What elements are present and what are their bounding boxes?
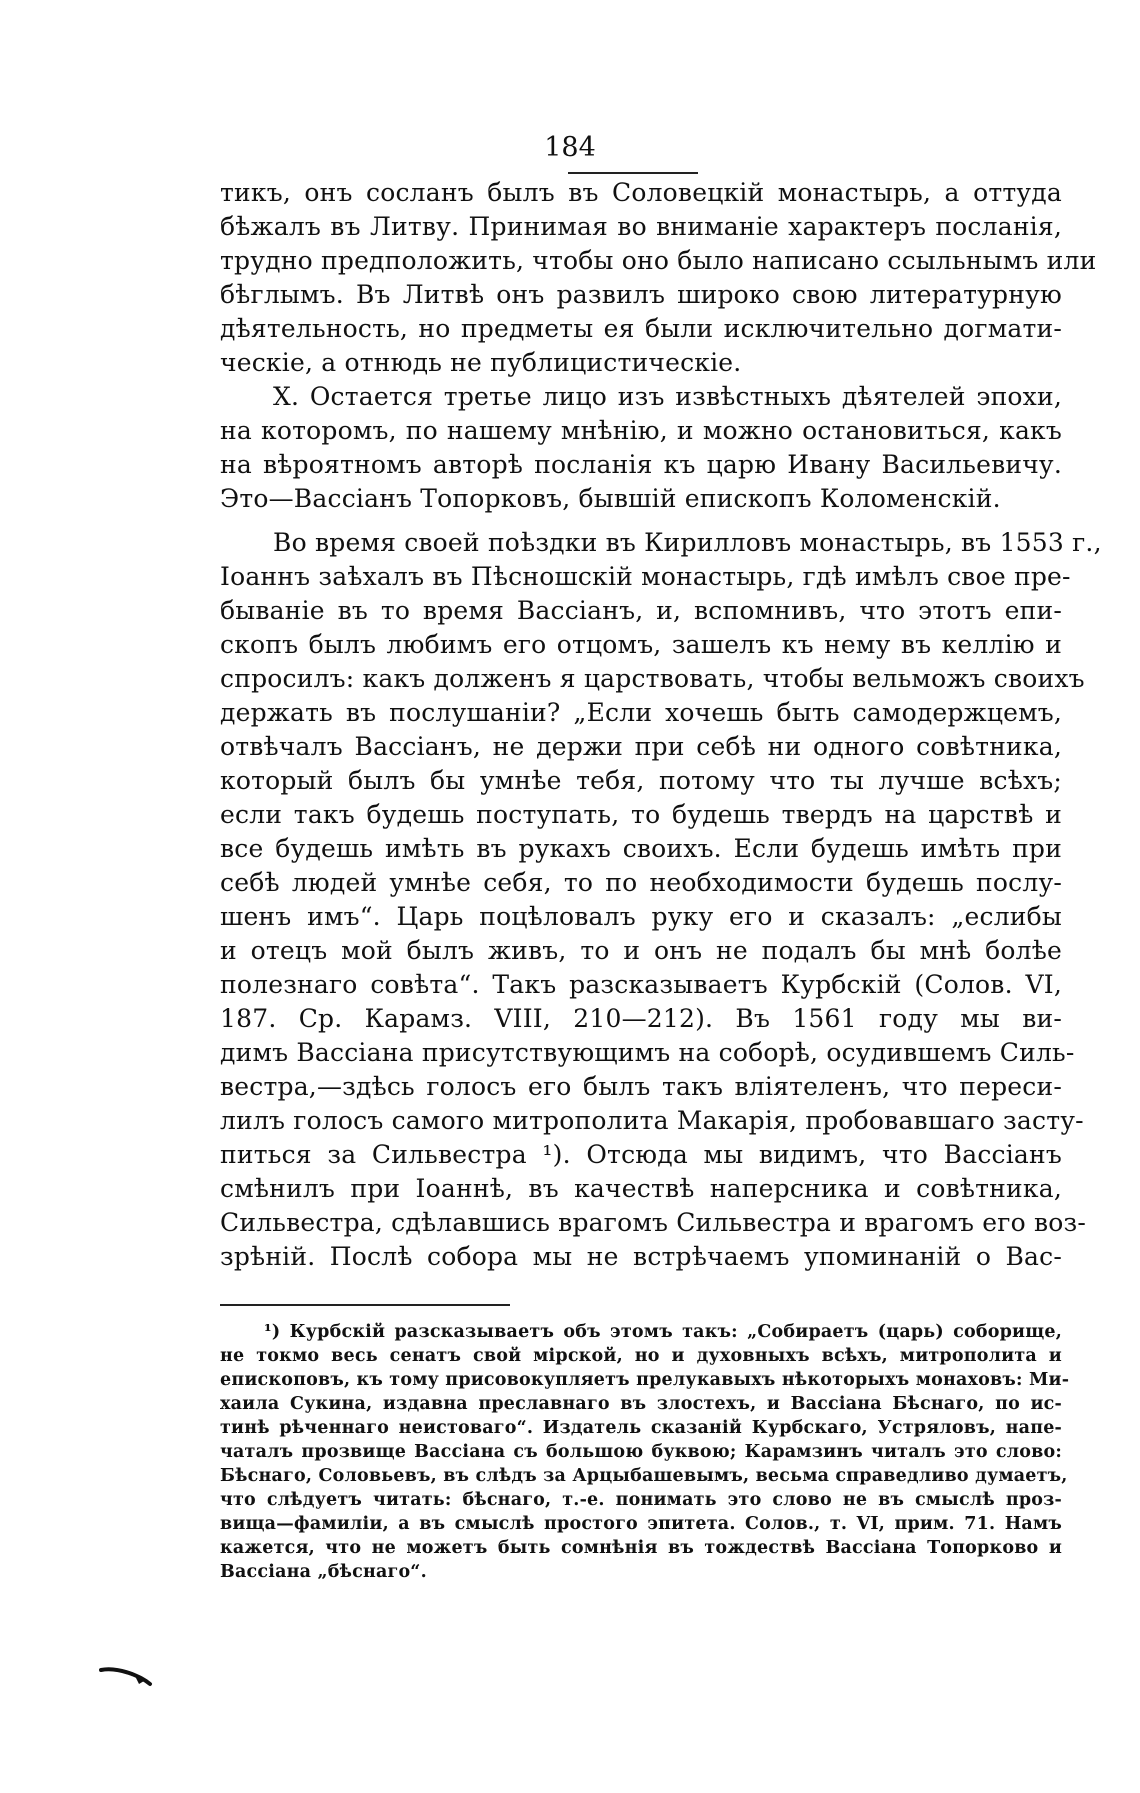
text-line: все будешь имѣть въ рукахъ своихъ. Если будешь имѣть при [220, 834, 1062, 863]
text-line: Іоаннъ заѣхалъ въ Пѣсношскій монастырь, гдѣ имѣлъ свое пре- [220, 562, 1071, 591]
text-line: Сильвестра, сдѣлавшись врагомъ Сильвестра и врагомъ его воз- [220, 1208, 1086, 1237]
text-line: Это—Вассіанъ Топорковъ, бывшій епископъ Коломенскій. [220, 484, 1001, 513]
text-line: 187. Ср. Карамз. VIII, 210—212). Въ 1561 году мы ви- [220, 1004, 1062, 1033]
text-line: лилъ голосъ самого митрополита Макарія, пробовавшаго засту- [220, 1106, 1084, 1135]
footnote-line: вища—фамиліи, а въ смыслѣ простого эпитета. Солов., т. VI, прим. 71. Намъ [220, 1514, 1062, 1534]
footnote-line: хаила Сукина, издавна преславнаго въ злостехъ, и Вассіана Бѣснаго, по ис- [220, 1394, 1062, 1414]
footnote-line: Бѣснаго, Соловьевъ, въ слѣдъ за Арцыбашевымъ, весьма справедливо думаетъ, [220, 1466, 1068, 1486]
footnote-line: чаталъ прозвище Вассіана съ большою буквою; Карамзинъ читалъ это слово: [220, 1442, 1062, 1462]
footnote-line: тинѣ рѣченнаго неистоваго“. Издатель сказаній Курбскаго, Устряловъ, напе- [220, 1418, 1062, 1438]
text-line: спросилъ: какъ долженъ я царствовать, чтобы вельможъ своихъ [220, 664, 1085, 693]
text-line: вестра,—здѣсь голосъ его былъ такъ вліятеленъ, что переси- [220, 1072, 1062, 1101]
ink-stroke-icon [99, 1664, 155, 1688]
footnote-line: Вассіана „бѣснаго“. [220, 1562, 427, 1582]
text-line: шенъ имъ“. Царь поцѣловалъ руку его и сказалъ: „еслибы [220, 902, 1062, 931]
text-line: дѣятельность, но предметы ея были исключительно догмати- [220, 314, 1062, 343]
text-line: ческіе, а отнюдь не публицистическіе. [220, 348, 742, 377]
footnote-line: кажется, что не можетъ быть сомнѣнія въ тождествѣ Вассіана Топорково и [220, 1538, 1062, 1558]
text-line: если такъ будешь поступать, то будешь твердъ на царствѣ и [220, 800, 1062, 829]
text-line: смѣнилъ при Іоаннѣ, въ качествѣ наперсника и совѣтника, [220, 1174, 1062, 1203]
text-line: скопъ былъ любимъ его отцомъ, зашелъ къ нему въ келлію и [220, 630, 1062, 659]
footnote-rule [220, 1304, 510, 1306]
text-line: отвѣчалъ Вассіанъ, не держи при себѣ ни одного совѣтника, [220, 732, 1062, 761]
text-line: бѣглымъ. Въ Литвѣ онъ развилъ широко свою литературную [220, 280, 1062, 309]
footnote-line: епископовъ, къ тому присовокупляетъ прелукавыхъ нѣкоторыхъ монаховъ: Ми- [220, 1370, 1070, 1390]
text-line: полезнаго совѣта“. Такъ разсказываетъ Курбскій (Солов. VI, [220, 970, 1062, 999]
text-line: трудно предположить, чтобы оно было написано ссыльнымъ или [220, 246, 1097, 275]
text-line: X. Остается третье лицо изъ извѣстныхъ дѣятелей эпохи, [273, 382, 1062, 411]
text-line: тикъ, онъ сосланъ былъ въ Соловецкій монастырь, а оттуда [220, 178, 1062, 207]
page-number-rule [568, 172, 698, 174]
text-line: бываніе въ то время Вассіанъ, и, вспомнивъ, что этотъ епи- [220, 596, 1062, 625]
text-line: на вѣроятномъ авторѣ посланія къ царю Ивану Васильевичу. [220, 450, 1062, 479]
footnote-line: что слѣдуетъ читать: бѣснаго, т.-е. понимать это слово не въ смыслѣ проз- [220, 1490, 1062, 1510]
text-line: зрѣній. Послѣ собора мы не встрѣчаемъ упоминаній о Вас- [220, 1242, 1062, 1271]
text-line: питься за Сильвестра ¹). Отсюда мы видимъ, что Вассіанъ [220, 1140, 1062, 1169]
text-line: себѣ людей умнѣе себя, то по необходимости будешь послу- [220, 868, 1062, 897]
text-line: который былъ бы умнѣе тебя, потому что ты лучше всѣхъ; [220, 766, 1062, 795]
text-line: на которомъ, по нашему мнѣнію, и можно остановиться, какъ [220, 416, 1062, 445]
text-line: бѣжалъ въ Литву. Принимая во вниманіе характеръ посланія, [220, 212, 1062, 241]
footnote-line: ¹) Курбскій разсказываетъ объ этомъ такъ: „Собираетъ (царь) соборище, [264, 1322, 1062, 1342]
text-line: димъ Вассіана присутствующимъ на соборѣ, осудившемъ Силь- [220, 1038, 1075, 1067]
text-line: и отецъ мой былъ живъ, то и онъ не подалъ бы мнѣ болѣе [220, 936, 1062, 965]
footnote-line: не токмо весь сенатъ свой мірской, но и духовныхъ всѣхъ, митрополита и [220, 1346, 1062, 1366]
text-line: держать въ послушаніи? „Если хочешь быть самодержцемъ, [220, 698, 1062, 727]
page-number: 184 [544, 132, 596, 163]
text-line: Во время своей поѣздки въ Кирилловъ монастырь, въ 1553 г., [273, 528, 1102, 557]
